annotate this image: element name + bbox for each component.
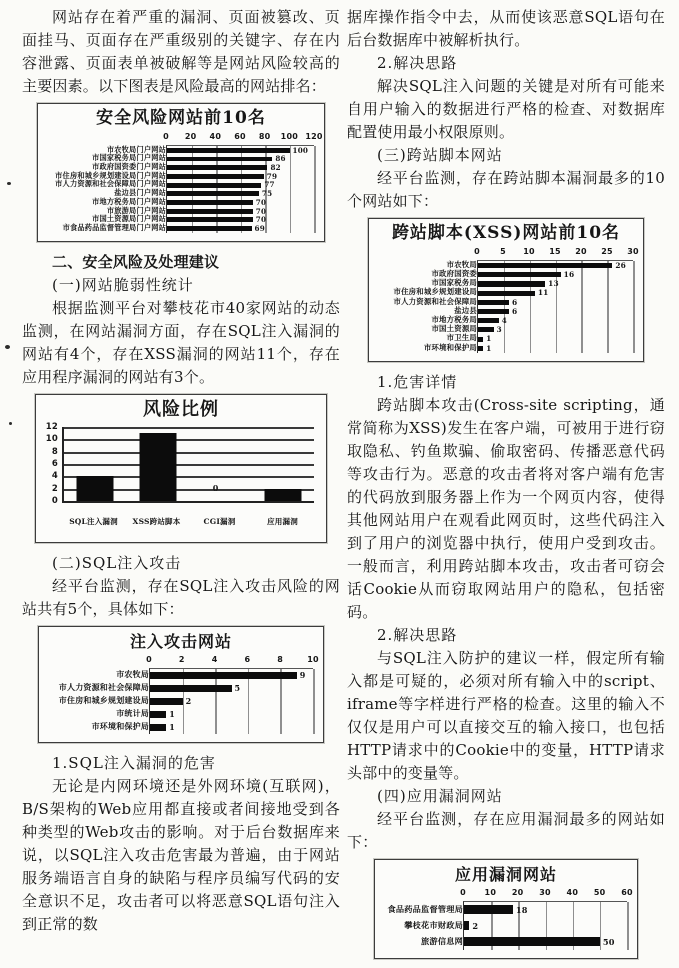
axis-tick: 60 <box>234 132 246 141</box>
bars-area <box>477 260 633 353</box>
subheading-app-vuln: (四)应用漏洞网站 <box>377 786 503 805</box>
category-label: 盐边县 <box>454 305 477 315</box>
bar-slot <box>127 427 190 501</box>
chart-title: 风险比例 <box>143 398 219 420</box>
axis-tick: 30 <box>539 887 551 897</box>
paragraph-sql-solution: 解决SQL注入问题的关键是对所有可能来自用户输入的数据进行严格的检查、对数据库配置使用最小权限原则。 <box>347 77 665 141</box>
bar <box>150 672 297 679</box>
bar-row <box>150 708 313 721</box>
category-label: 市人力资源和社会保障局 <box>393 296 477 306</box>
axis-tick: 6 <box>244 654 251 664</box>
plot-area <box>62 427 314 503</box>
category-axis <box>42 132 166 233</box>
axis-tick: 60 <box>621 887 633 897</box>
chart-body <box>369 247 643 361</box>
value-label: 6 <box>512 297 518 307</box>
category-label: 市国土资源局门户网站 <box>92 214 166 224</box>
value-axis <box>460 887 633 901</box>
chart-security-risk-top10 <box>37 103 325 242</box>
category-label: XSS跨站脚本 <box>132 516 181 526</box>
bar-row <box>464 902 627 918</box>
chart-title: 跨站脚本(XSS)网站前10名 <box>391 223 621 243</box>
chart-title: 安全风险网站前10名 <box>96 108 266 128</box>
left-column <box>22 6 340 968</box>
plot-area <box>474 247 639 353</box>
value-label: 16 <box>563 270 575 280</box>
bar <box>478 300 509 305</box>
value-label: 0 <box>212 482 219 493</box>
bar <box>478 291 535 296</box>
chart-body <box>36 421 326 506</box>
axis-tick: 12 <box>45 421 58 432</box>
bar-row <box>464 918 627 934</box>
category-label: 市住房和城乡规划建设局 <box>58 695 149 706</box>
category-label: 市人力资源和社会保障局门户网站 <box>55 179 166 189</box>
value-label: 2 <box>185 696 192 707</box>
value-label: 69 <box>254 223 265 233</box>
paragraph-app-vuln-count: 经平台监测，存在应用漏洞最多的网站如下： <box>347 809 665 851</box>
category-label: 市国家税务局 <box>431 278 477 288</box>
category-label: SQL注入漏洞 <box>69 516 118 526</box>
chart-injection-attack-sites <box>38 626 324 743</box>
axis-tick: 80 <box>258 132 271 141</box>
bar-row <box>478 261 633 270</box>
bar <box>167 183 261 188</box>
bar-row <box>167 189 314 198</box>
subheading-xss-solution: 2.解决思路 <box>377 625 458 644</box>
bar-row <box>478 279 633 288</box>
bar <box>150 724 166 731</box>
axis-tick: 20 <box>511 887 524 897</box>
axis-tick: 20 <box>184 132 197 141</box>
bar-slot <box>189 427 252 501</box>
bar <box>464 937 600 946</box>
bar <box>478 318 499 323</box>
subheading-xss-harm: 1.危害详情 <box>377 372 458 391</box>
category-label: 市农牧局 <box>446 259 477 269</box>
bar <box>478 327 494 332</box>
bar-row <box>167 207 314 216</box>
gridline <box>313 669 315 734</box>
right-column <box>347 6 665 968</box>
bar <box>167 226 252 231</box>
bar-row <box>464 934 627 950</box>
chart-body <box>39 655 323 742</box>
axis-tick: 0 <box>146 654 152 664</box>
bar-row <box>167 163 314 172</box>
bar-row <box>150 721 313 734</box>
category-label: 旅游信息网 <box>421 935 463 946</box>
axis-tick: 4 <box>211 654 218 664</box>
bar-row <box>478 298 633 307</box>
bar-row <box>478 335 633 344</box>
category-label: 市国家税务局门户网站 <box>92 153 166 163</box>
value-label: 6 <box>512 306 518 316</box>
bar <box>139 433 176 501</box>
bar-row <box>167 155 314 164</box>
category-label: 市地方税务局门户网站 <box>92 196 166 206</box>
bar <box>264 489 301 501</box>
category-label: 食品药品监督管理局 <box>387 903 463 914</box>
gridline <box>627 902 629 950</box>
bar <box>478 272 561 277</box>
category-label: 盐边县门户网站 <box>114 188 166 198</box>
value-label: 9 <box>299 670 306 681</box>
axis-tick: 10 <box>484 887 497 897</box>
axis-tick: 30 <box>627 247 639 256</box>
bar-row <box>478 344 633 353</box>
axis-tick: 40 <box>209 132 222 141</box>
category-label: 市国土资源局 <box>431 324 477 334</box>
bar-slot <box>252 427 315 501</box>
axis-tick: 2 <box>51 483 58 494</box>
value-label: 1 <box>486 343 492 353</box>
category-label: 攀枝花市财政局 <box>404 919 463 930</box>
value-label: 2 <box>472 920 479 931</box>
plot-area <box>163 132 323 233</box>
bar <box>167 209 253 214</box>
value-label: 18 <box>515 904 528 915</box>
value-label: 79 <box>266 171 278 181</box>
bar-row <box>150 669 313 682</box>
value-label: 1 <box>169 709 176 720</box>
bars-area <box>166 145 314 233</box>
value-axis <box>42 421 62 506</box>
axis-tick: 0 <box>474 247 480 256</box>
bar-row <box>150 682 313 695</box>
category-axis <box>373 247 477 353</box>
category-label: 市环境和保护局 <box>423 342 477 352</box>
scan-artifact <box>7 182 11 185</box>
bars-area <box>64 427 314 501</box>
bar-row <box>167 198 314 207</box>
chart-title: 应用漏洞网站 <box>454 864 557 884</box>
subheading-xss-sites: (三)跨站脚本网站 <box>377 146 503 164</box>
bar <box>167 191 259 196</box>
value-label: 77 <box>264 180 275 190</box>
value-label: 11 <box>537 288 549 298</box>
value-label: 70 <box>255 215 267 225</box>
bar-row <box>150 695 313 708</box>
chart-risk-ratio <box>35 394 327 543</box>
category-label: 市政府国资委门户网站 <box>92 162 166 172</box>
bar <box>167 157 272 162</box>
axis-tick: 4 <box>51 470 58 481</box>
value-label: 4 <box>501 316 507 326</box>
axis-tick: 50 <box>593 887 606 897</box>
axis-tick: 25 <box>601 247 613 256</box>
value-label: 86 <box>275 154 286 164</box>
bar <box>167 200 253 205</box>
value-axis <box>146 654 319 668</box>
bar <box>167 165 267 170</box>
bar <box>77 476 114 501</box>
bar <box>478 346 483 351</box>
axis-tick: 2 <box>178 654 185 664</box>
axis-tick: 120 <box>305 132 323 141</box>
bar <box>167 174 264 179</box>
gridline <box>633 261 635 353</box>
value-label: 75 <box>261 189 273 199</box>
value-label: 70 <box>255 206 267 216</box>
axis-tick: 0 <box>51 495 58 506</box>
paragraph-sql-harm-cont: 据库操作指令中去，从而使该恶意SQL语句在后台数据库中被解析执行。 <box>347 8 665 49</box>
category-label: 应用漏洞 <box>267 516 298 526</box>
value-label: 50 <box>602 936 615 947</box>
bar-row <box>478 325 633 334</box>
plot-area <box>146 654 319 734</box>
axis-tick: 15 <box>549 247 561 256</box>
paragraph-monitoring: 根据监测平台对攀枝花市40家网站的动态监测，在网站漏洞方面，存在SQL注入漏洞的网站有4个，存在XSS漏洞的网站11个，存在应用程序漏洞的网站有3个。 <box>22 298 340 386</box>
axis-tick: 8 <box>277 654 284 664</box>
value-label: 26 <box>615 260 627 270</box>
category-label: 市卫生局 <box>446 333 477 343</box>
axis-tick: 100 <box>280 132 298 141</box>
bar <box>167 217 253 222</box>
scan-artifact <box>5 345 10 349</box>
category-label: 市农牧局门户网站 <box>106 144 166 154</box>
axis-tick: 5 <box>500 247 506 256</box>
axis-tick: 8 <box>51 446 58 457</box>
subheading-vulnerability-stats: (一)网站脆弱性统计 <box>52 275 194 294</box>
category-label: 市统计局 <box>116 708 149 719</box>
paragraph-xss-count: 经平台监测，存在跨站脚本漏洞最多的10个网站如下： <box>347 169 665 210</box>
bars-area <box>463 901 627 950</box>
axis-tick: 6 <box>51 458 58 469</box>
bar-row <box>478 316 633 325</box>
category-label: 市旅游局门户网站 <box>106 205 166 215</box>
value-axis <box>163 132 323 145</box>
bar <box>150 685 232 692</box>
gridline <box>314 146 316 233</box>
category-label: 市人力资源和社会保障局 <box>58 682 149 693</box>
axis-tick: 10 <box>307 654 319 664</box>
value-label: 1 <box>486 334 492 344</box>
bar <box>478 281 545 286</box>
value-label: 13 <box>548 279 559 289</box>
category-label: 市环境和保护局 <box>91 721 149 732</box>
paragraph-xss-harm: 跨站脚本攻击(Cross-site scripting，通常简称为XSS)发生在客户端，可被用于进行窃取隐私、钓鱼欺骗、偷取密码、传播恶意代码等攻击行为。恶意的攻击者将对客户端有危害的代码放到服务器上作为一个网页内容，使得其他网站用户在观看此网页时，这些代码注入到了用户的浏览器中执行，使用户受到攻击。一般而言，利用跨站脚本攻击，攻击者可窃会话Cookie从而窃取网站用户的隐私，包括密码。 <box>347 395 665 621</box>
bars-area <box>149 668 313 734</box>
value-label: 3 <box>496 325 502 335</box>
category-label: 市地方税务局 <box>431 315 477 325</box>
scan-artifact <box>9 422 12 425</box>
axis-tick: 0 <box>460 887 466 897</box>
bar-row <box>167 216 314 225</box>
bar <box>167 148 290 153</box>
bar <box>478 309 509 314</box>
bar-row <box>167 181 314 190</box>
paragraph-intro: 网站存在着严重的漏洞、页面被篡改、页面挂马、页面存在严重级别的关键字、存在内容泄露、页面表单被破解等是网站风险较高的主要因素。以下图表是风险最高的网站排名： <box>22 8 340 95</box>
paragraph-sql-harm: 无论是内网环境还是外网环境(互联网)，B/S架构的Web应用都直接或者间接地受到各种类型的Web攻击的影响。对于后台数据库来说，以SQL注入攻击危害最为普遍，由于网站服务端语言自身的缺陷与程序员编写代码的安全意识不足，攻击者可以将恶意SQL语句注入到正常的数 <box>22 776 340 933</box>
bar-slot <box>64 427 127 501</box>
bar-row <box>478 289 633 298</box>
axis-tick: 0 <box>163 132 169 141</box>
bar <box>464 921 469 930</box>
bar <box>150 711 166 718</box>
axis-tick: 10 <box>45 433 58 444</box>
value-label: 5 <box>234 683 241 694</box>
bar <box>478 337 483 342</box>
category-axis <box>62 503 326 542</box>
axis-tick: 10 <box>523 247 535 256</box>
value-label: 1 <box>169 722 176 733</box>
value-label: 70 <box>255 197 267 207</box>
value-label: 82 <box>270 163 281 173</box>
bar <box>150 698 183 705</box>
category-axis <box>379 888 463 950</box>
bar <box>478 263 612 268</box>
bar <box>464 905 513 914</box>
bar-row <box>167 224 314 233</box>
bar-row <box>167 172 314 181</box>
chart-title: 注入攻击网站 <box>129 631 232 651</box>
value-label: 100 <box>292 145 309 155</box>
chart-body <box>38 132 324 241</box>
axis-tick: 20 <box>575 247 587 256</box>
subheading-sql-solution: 2.解决思路 <box>377 54 458 72</box>
subheading-sql-injection: (二)SQL注入攻击 <box>52 553 182 572</box>
paragraph-xss-solution: 与SQL注入防护的建议一样，假定所有输入都是可疑的，必须对所有输入中的script、iframe等字样进行严格的检查。这里的输入不仅仅是用户可以直接交互的输入接口，也包括HTTP请求中的Cookie中的变量，HTTP请求头部中的变量等。 <box>347 648 665 782</box>
value-axis <box>474 247 639 260</box>
subheading-sql-harm: 1.SQL注入漏洞的危害 <box>52 753 216 772</box>
chart-app-vuln-sites <box>374 859 638 959</box>
axis-tick: 40 <box>566 887 579 897</box>
category-axis <box>43 655 149 734</box>
chart-xss-top10 <box>368 218 644 362</box>
section-heading-2: 二、安全风险及处理建议 <box>52 252 220 271</box>
category-label: 市住房和城乡规划建设局 <box>393 287 477 297</box>
category-label: 市住房和城乡规划建设局门户网站 <box>55 170 166 180</box>
paragraph-sql-count: 经平台监测，存在SQL注入攻击风险的网站共有5个，具体如下： <box>22 576 340 618</box>
bar-row <box>478 307 633 316</box>
category-label: 市农牧局 <box>116 669 149 680</box>
category-label: 市政府国资委 <box>431 269 477 279</box>
bar-row <box>167 146 314 155</box>
bar-row <box>478 270 633 279</box>
category-label: 市食品药品监督管理局门户网站 <box>62 222 166 232</box>
category-label: CGI漏洞 <box>203 516 236 526</box>
plot-area <box>460 887 633 950</box>
chart-body <box>375 888 637 958</box>
